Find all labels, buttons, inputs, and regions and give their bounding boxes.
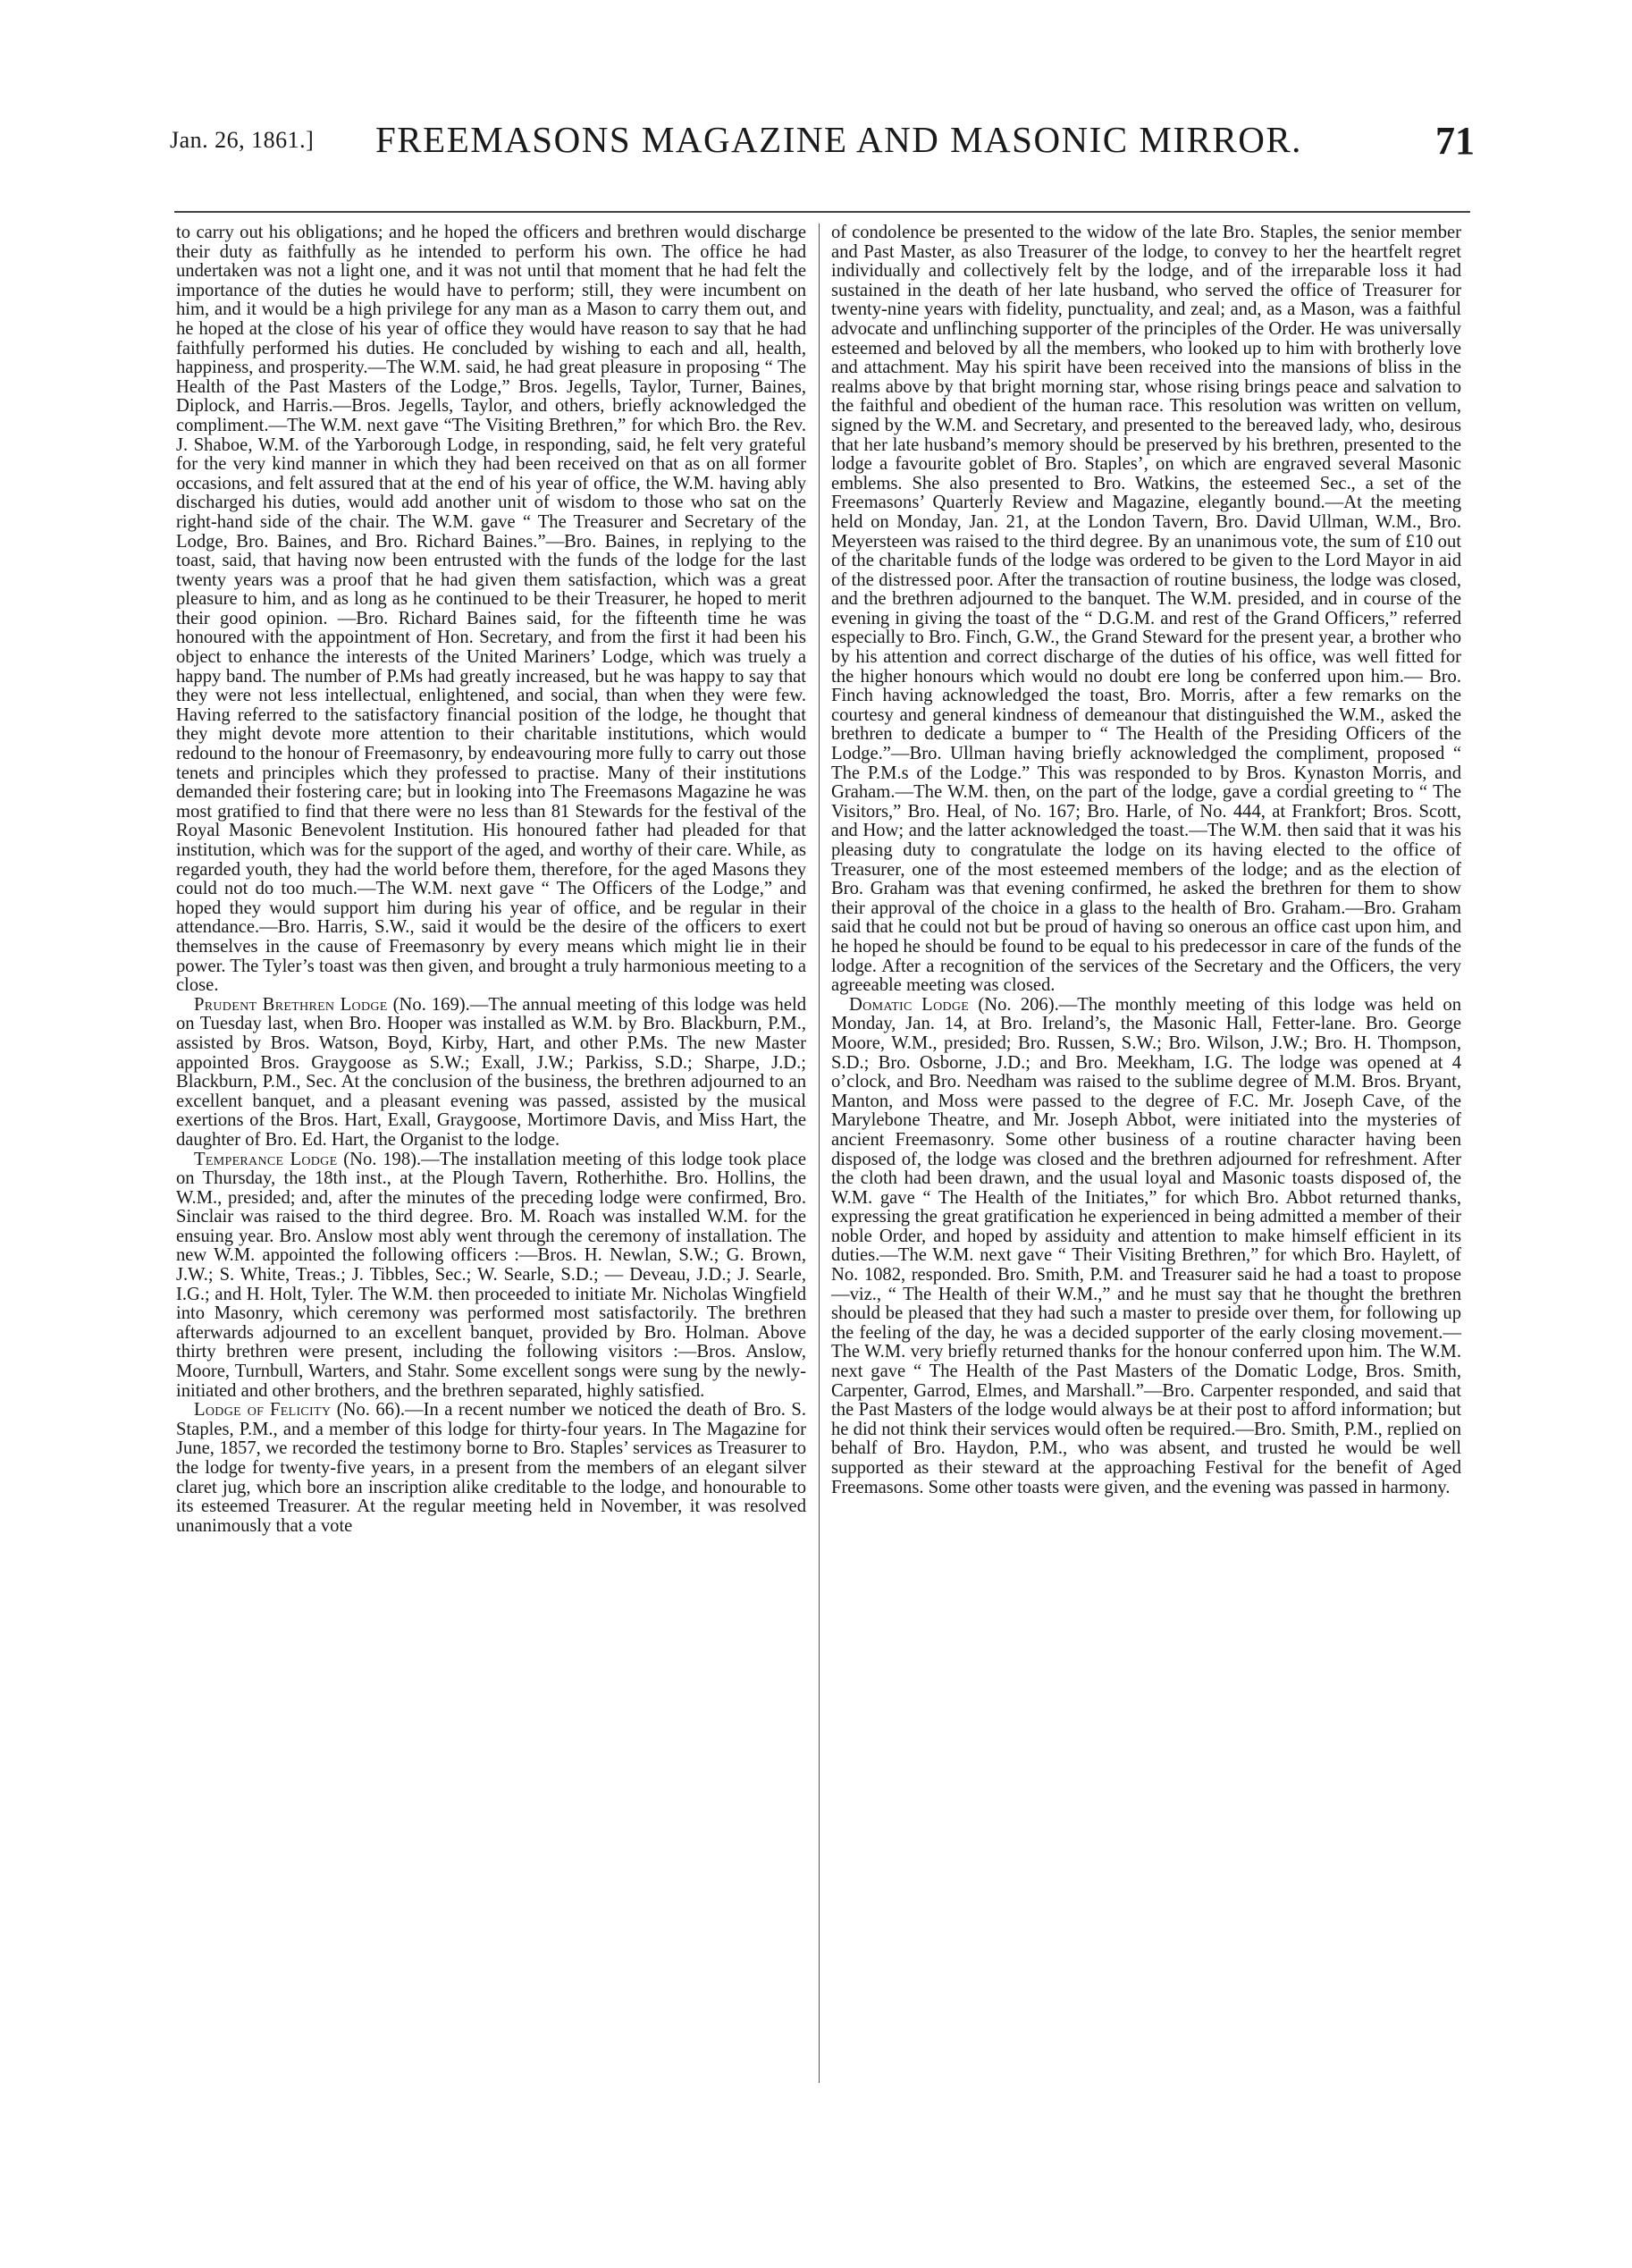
header-rule	[174, 211, 1470, 213]
article-temperance	[176, 1151, 806, 1402]
article-continuation: to carry out his obligations; and he hoped the officers and brethren would discharge their duty as faithfully as he intended to perform his own. The office he had undertaken was not a light one, and it was not until that moment that he had felt the importance of the duties he would have to perform; still, they were incumbent on him, and it would be a high privilege for any man as a Mason to carry them out, and he hoped at the close of his year of office they would have reason to say that he had faithfully performed his duties. He concluded by wishing to each and all, health, happiness, and prosperity.—The W.M. said, he had great pleasure in proposing “ The Health of the Past Masters of the Lodge,” Bros. Jegells, Taylor, Turner, Baines, Diplock, and Harris.—Bros. Jegells, Taylor, and others, briefly acknowledged the compliment.—The W.M. next gave “The Visiting Brethren,” for which Bro. the Rev. J. Shaboe, W.M. of the Yarborough Lodge, in responding, said, he felt very grateful for the very kind manner in which they had been received on that as on all former occasions, and felt assured that at the end of his year of office, the W.M. having ably discharged his duties, would add another unit of wisdom to those who sat on the right-hand side of the chair. The W.M. gave “ The Treasurer and Secretary of the Lodge, Bro. Baines, and Bro. Richard Baines.”—Bro. Baines, in replying to the toast, said, that having now been entrusted with the funds of the lodge for the last twenty years was a proof that he had given them satisfaction, which was a great pleasure to him, and as long as he continued to be their Treasurer, he hoped to merit their good opinion. —Bro. Richard Baines said, for the fifteenth time he was honoured with the appointment of Hon. Secretary, and from the first it had been his object to enhance the interests of the United Mariners’ Lodge, which was truely a happy band. The number of P.Ms had greatly increased, but he was happy to say that they were not less intellectual, enlightened, and social, than when they were few. Having referred to the satisfactory financial position of the lodge, he thought that they might devote more attention to their charitable institutions, which would redound to the honour of Freemasonry, by endeavouring more fully to carry out those tenets and principles which they professed to practise. Many of their institutions demanded their fostering care; but in looking into The Freemasons Magazine he was most gratified to find that there were no less than 81 Stewards for the festival of the Royal Masonic Benevolent Institution. His honoured father had pleaded for that institution, which was for the support of the aged, and worthy of their care. While, as regarded youth, they had the world before them, therefore, for the aged Masons they could not do too much.—The W.M. next gave “ The Officers of the Lodge,” and hoped they would support him during his year of office, and be regular in their attendance.—Bro. Harris, S.W., said it would be the desire of the officers to exert themselves in the cause of Freemasonry by every means which might lie in their power. The Tyler’s toast was then given, and brought a truly harmonious meeting to a close.	[176, 223, 806, 996]
lodge-heading: Prudent Brethren Lodge	[194, 994, 388, 1015]
issue-date: Jan. 26, 1861.]	[170, 127, 315, 153]
article-felicity	[176, 1401, 806, 1536]
paragraph-text: (No. 169).—The annual meeting of this lodge was held on Tuesday last, when Bro. Hooper was installed as W.M. by Bro. Blackburn, P.M., assisted by Bros. Watson, Boyd, Kirby, Hart, and other P.Ms. The new Master appointed Bros. Graygoose as S.W.; Exall, J.W.; Parkiss, S.D.; Sharpe, J.D.; Blackburn, P.M., Sec. At the conclusion of the business, the brethren adjourned to an excellent banquet, and a pleasant evening was passed, assisted by the musical exertions of the Bros. Hart, Exall, Graygoose, Mortimore Davis, and Miss Hart, the daughter of Bro. Ed. Hart, the Organist to the lodge.	[176, 994, 806, 1150]
article-prudent-brethren	[176, 996, 806, 1151]
paragraph-text: (No. 66).—In a recent number we noticed the death of Bro. S. Staples, P.M., and a member of this lodge for thirty-four years. In The Magazine for June, 1857, we recorded the testimony borne to Bro. Staples’ services as Treasurer to the lodge for twenty-five years, in a present from the members of an elegant silver claret jug, which bore an inscription alike creditable to the lodge, and honourable to its esteemed Treasurer. At the regular meeting held in November, it was resolved unanimously that a vote	[176, 1400, 806, 1536]
paragraph-text: (No. 198).—The installation meeting of this lodge took place on Thursday, the 18th inst., at the Plough Tavern, Rotherhithe. Bro. Hollins, the W.M., presided; and, after the minutes of the preceding lodge were confirmed, Bro. Sinclair was raised to the third degree. Bro. M. Roach was installed W.M. for the ensuing year. Bro. Anslow most ably went through the ceremony of installation. The new W.M. appointed the following officers :—Bros. H. Newlan, S.W.; G. Brown, J.W.; S. White, Treas.; J. Tibbles, Sec.; W. Searle, S.D.; — Deveau, J.D.; J. Searle, I.G.; and H. Holt, Tyler. The W.M. then proceeded to initiate Mr. Nicholas Wingfield into Masonry, which ceremony was performed most satisfactorily. The brethren afterwards adjourned to an excellent banquet, provided by Bro. Holman. Above thirty brethren were present, including the following visitors :—Bros. Anslow, Moore, Turnbull, Warters, and Stahr. Some excellent songs were sung by the newly-initiated and other brothers, and the brethren separated, highly satisfied.	[176, 1149, 807, 1401]
right-column	[831, 223, 1461, 1497]
page-header	[170, 118, 1475, 172]
lodge-heading: Temperance Lodge	[194, 1149, 338, 1169]
lodge-heading: Domatic Lodge	[849, 994, 970, 1015]
column-divider	[819, 223, 820, 2083]
page-number: 71	[1435, 119, 1475, 163]
lodge-heading: Lodge of Felicity	[194, 1400, 332, 1421]
article-felicity-continued: of condolence be presented to the widow of the late Bro. Staples, the senior member and Past Master, as also Treasurer of the lodge, to convey to her the heartfelt regret individually and collectively felt by the lodge, and of the irreparable loss it had sustained in the death of her late husband, who served the office of Treasurer for twenty-nine years with fidelity, punctuality, and zeal; and, as a Mason, was a faithful advocate and unflinching supporter of the principles of the Order. He was universally esteemed and beloved by all the members, who looked up to him with brotherly love and attachment. May his spirit have been received into the mansions of bliss in the realms above by that bright morning star, whose rising brings peace and salvation to the faithful and obedient of the human race. This resolution was written on vellum, signed by the W.M. and Secretary, and presented to the bereaved lady, who, desirous that her late husband’s memory should be preserved by his brethren, presented to the lodge a favourite goblet of Bro. Staples’, on which are engraved several Masonic emblems. She also presented to Bro. Watkins, the esteemed Sec., a set of the Freemasons’ Quarterly Review and Magazine, elegantly bound.—At the meeting held on Monday, Jan. 21, at the London Tavern, Bro. David Ullman, W.M., Bro. Meyersteen was raised to the third degree. By an unanimous vote, the sum of £10 out of the charitable funds of the lodge was ordered to be given to the Lord Mayor in aid of the distressed poor. After the transaction of routine business, the lodge was closed, and the brethren adjourned to the banquet. The W.M. presided, and in course of the evening in giving the toast of the “ D.G.M. and rest of the Grand Officers,” referred especially to Bro. Finch, G.W., the Grand Steward for the present year, a brother who by his attention and correct discharge of the duties of his office, was well fitted for the higher honours which would no doubt ere long be conferred upon him.— Bro. Finch having acknowledged the toast, Bro. Morris, after a few remarks on the courtesy and general kindness of demeanour that distinguished the W.M., asked the brethren to dedicate a bumper to “ The Health of the Presiding Officers of the Lodge.”—Bro. Ullman having briefly acknowledged the compliment, proposed “ The P.M.s of the Lodge.” This was responded to by Bros. Kynaston Morris, and Graham.—The W.M. then, on the part of the lodge, gave a cordial greeting to “ The Visitors,” Bro. Heal, of No. 167; Bro. Harle, of No. 444, at Frankfort; Bros. Scott, and How; and the latter acknowledged the toast.—The W.M. then said that it was his pleasing duty to congratulate the lodge on its having elected to the office of Treasurer, one of the most esteemed members of the lodge; and as the election of Bro. Graham was that evening confirmed, he asked the brethren for them to show their approval of the choice in a glass to the health of Bro. Graham.—Bro. Graham said that he could not but be proud of having so onerous an office cast upon him, and he hoped he should be found to be equal to his predecessor in care of the funds of the lodge. After a recognition of the services of the Secretary and the Officers, the very agreeable meeting was closed.	[831, 223, 1461, 996]
magazine-title: FREEMASONS MAGAZINE AND MASONIC MIRROR.	[375, 119, 1302, 160]
left-column	[176, 223, 806, 1536]
article-domatic	[831, 996, 1461, 1497]
paragraph-text: (No. 206).—The monthly meeting of this lodge was held on Monday, Jan. 14, at Bro. Ireland’s, the Masonic Hall, Fetter-lane. Bro. George Moore, W.M., presided; Bro. Russen, S.W.; Bro. Wilson, J.W.; Bro. H. Thompson, S.D.; Bro. Osborne, J.D.; and Bro. Meekham, I.G. The lodge was opened at 4 o’clock, and Bro. Needham was raised to the sublime degree of M.M. Bros. Bryant, Manton, and Moss were passed to the degree of F.C. Mr. Joseph Cave, of the Marylebone Theatre, and Mr. Joseph Abbot, were initiated into the mysteries of ancient Freemasonry. Some other business of a routine character having been disposed of, the lodge was closed and the brethren adjourned for refreshment. After the cloth had been drawn, and the usual loyal and Masonic toasts disposed of, the W.M. gave “ The Health of the Initiates,” for which Bro. Abbot returned thanks, expressing the great gratification he experienced in being admitted a member of their noble Order, and hoped by assiduity and attention to make himself efficient in its duties.—The W.M. next gave “ Their Visiting Brethren,” for which Bro. Haylett, of No. 1082, responded. Bro. Smith, P.M. and Treasurer said he had a toast to propose—viz., “ The Health of their W.M.,” and he must say that he thought the brethren should be pleased that they had such a master to preside over them, for following up the feeling of the day, he was a decided supporter of the early closing movement.—The W.M. very briefly returned thanks for the honour conferred upon him. The W.M. next gave “ The Health of the Past Masters of the Domatic Lodge, Bros. Smith, Carpenter, Garrod, Elmes, and Marshall.”—Bro. Carpenter responded, and said that the Past Masters of the lodge would always be at their post to afford information; but he did not think their services would often be required.—Bro. Smith, P.M., replied on behalf of Bro. Haydon, P.M., who was absent, and trusted he would be well supported as their steward at the approaching Festival for the benefit of Aged Freemasons. Some other toasts were given, and the evening was passed in harmony.	[831, 994, 1461, 1497]
